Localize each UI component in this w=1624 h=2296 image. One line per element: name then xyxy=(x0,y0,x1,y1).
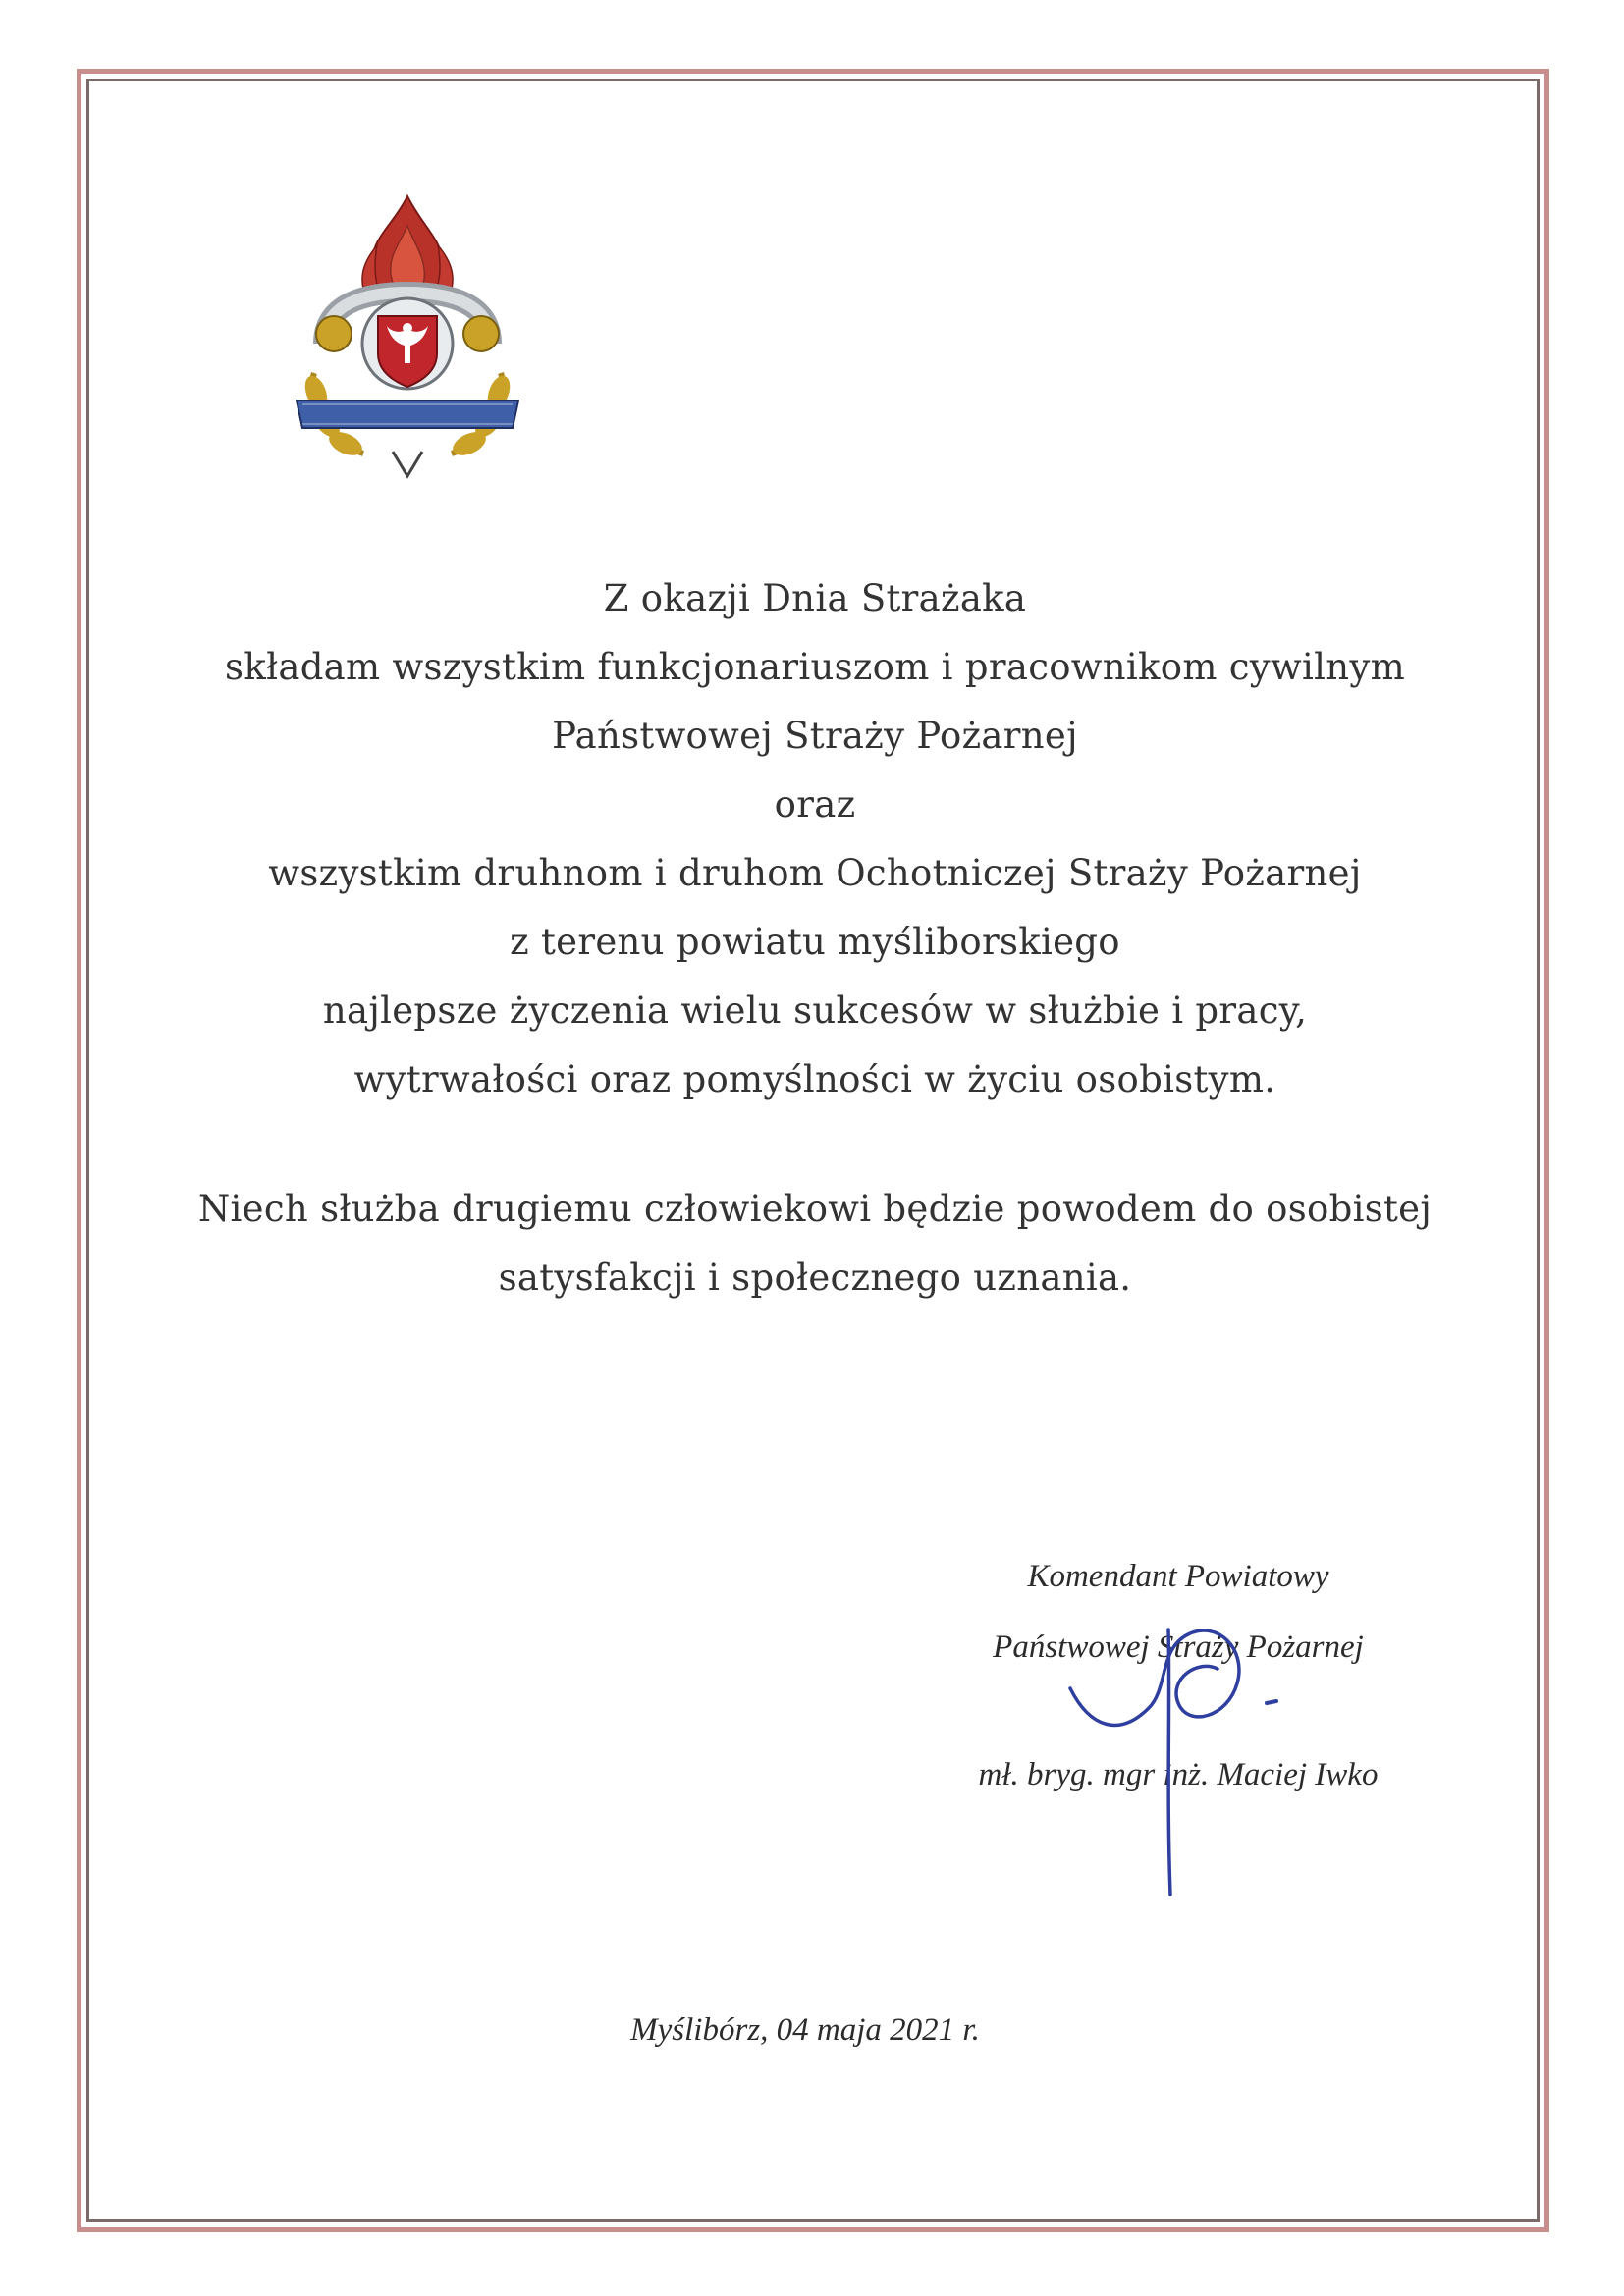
greeting-line: wszystkim druhnom i druhom Ochotniczej Straży Pożarnej xyxy=(268,852,1362,894)
emblem-banner xyxy=(297,400,518,428)
signatory-organization: Państwowej Straży Pożarnej xyxy=(993,1629,1364,1665)
greeting-line: najlepsze życzenia wielu sukcesów w służbie i pracy, xyxy=(322,989,1308,1032)
greeting-line: Państwowej Straży Pożarnej xyxy=(552,715,1078,757)
signatory-title: Komendant Powiatowy xyxy=(1027,1559,1329,1594)
eagle-shield-icon xyxy=(362,298,453,389)
greeting-line: oraz xyxy=(774,783,856,826)
greeting-line: składam wszystkim funkcjonariuszom i pracownikom cywilnym xyxy=(225,646,1405,688)
greeting-line: Z okazji Dnia Strażaka xyxy=(603,577,1027,619)
closing-line: Niech służba drugiemu człowiekowi będzie powodem do osobistej xyxy=(197,1188,1433,1230)
greeting-line: z terenu powiatu myśliborskiego xyxy=(510,921,1120,963)
greeting-line: wytrwałości oraz pomyślności w życiu osobistym. xyxy=(353,1058,1276,1100)
signatory-name: mł. bryg. mgr inż. Maciej Iwko xyxy=(978,1757,1379,1792)
state-fire-service-emblem-icon xyxy=(295,187,520,481)
closing-line: satysfakcji i społecznego uznania. xyxy=(498,1256,1132,1299)
date-place: Myślibórz, 04 maja 2021 r. xyxy=(630,2012,980,2048)
